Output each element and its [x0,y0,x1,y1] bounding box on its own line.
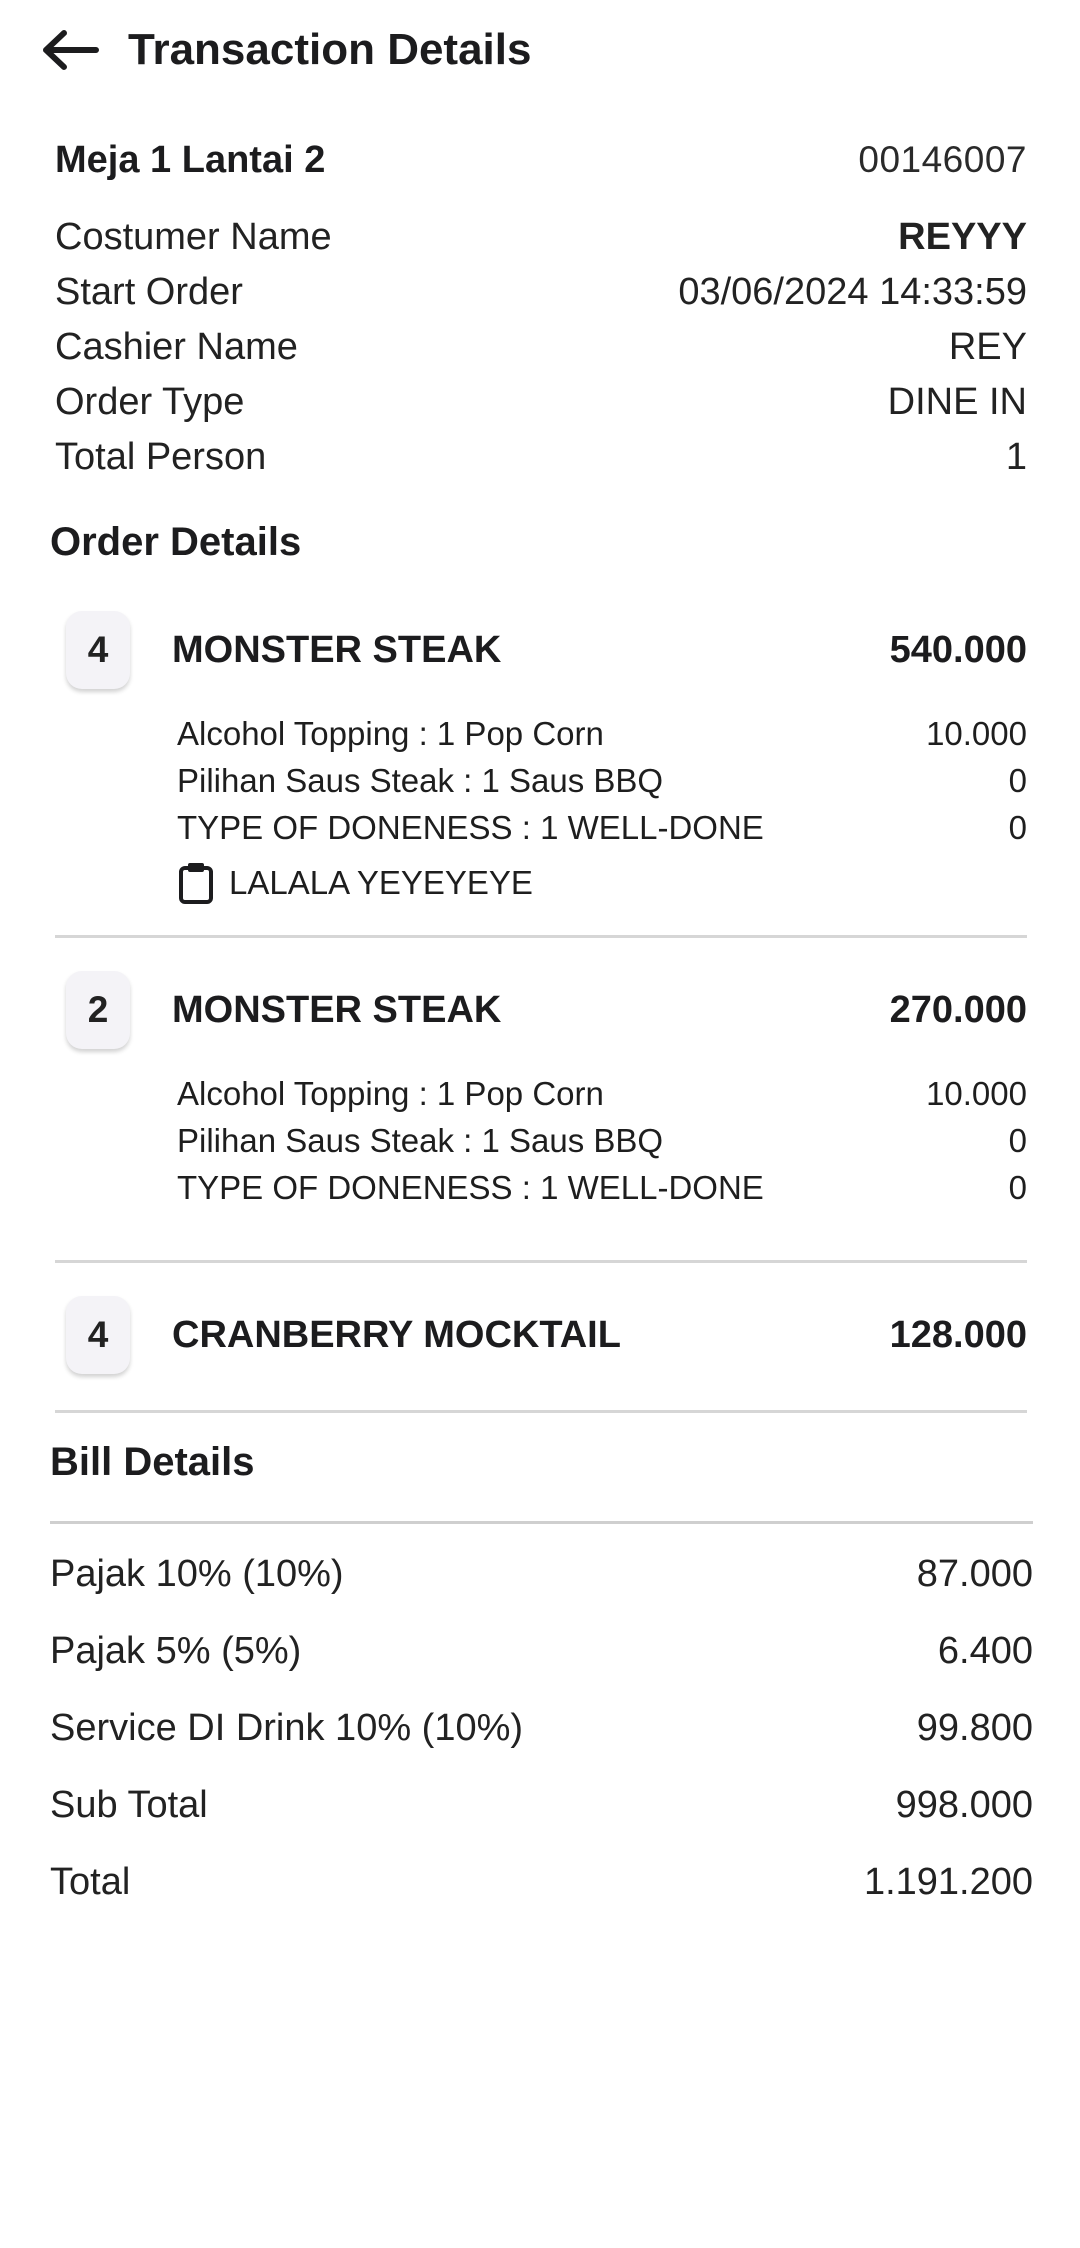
bill-value: 87.000 [916,1553,1033,1595]
start-order-value: 03/06/2024 14:33:59 [678,271,1027,313]
app-header [0,0,1080,100]
note-text: LALALA YEYEYEYE [229,864,533,901]
modifier-row [177,1070,1027,1117]
info-label: Cashier Name [55,326,298,368]
arrow-left-icon [42,30,100,70]
bill-label: Total [50,1861,131,1903]
bill-label: Pajak 5% (5%) [50,1630,302,1672]
bill-row-total [50,1844,1033,1921]
info-label: Order Type [55,381,245,423]
modifier-label: TYPE OF DONENESS : 1 WELL-DONE [177,1168,764,1206]
order-details-title: Order Details [50,520,302,564]
modifier-label: Alcohol Topping : 1 Pop Corn [177,714,604,752]
clipboard-icon [177,861,215,905]
item-name: MONSTER STEAK [172,628,502,671]
order-type-value: DINE IN [887,381,1027,423]
item-price: 270.000 [889,988,1027,1031]
item-price: 128.000 [889,1313,1027,1356]
modifier-row [177,710,1027,757]
info-row-customer [55,210,1027,265]
modifier-price: 10.000 [926,714,1027,752]
item-name: CRANBERRY MOCKTAIL [172,1313,621,1356]
quantity-badge: 2 [66,971,130,1049]
info-row-cashier [55,320,1027,375]
modifier-row [177,804,1027,851]
bill-row-tax-5 [50,1613,1033,1690]
transaction-info [55,132,1027,485]
modifier-price: 0 [1008,761,1027,799]
bill-value: 998.000 [895,1784,1033,1826]
bill-label: Sub Total [50,1784,208,1826]
page-title: Transaction Details [128,25,532,74]
modifier-label: Pilihan Saus Steak : 1 Saus BBQ [177,1121,664,1159]
item-price: 540.000 [889,628,1027,671]
modifier-list [55,710,1027,851]
modifier-label: Alcohol Topping : 1 Pop Corn [177,1074,604,1112]
bill-label: Service DI Drink 10% (10%) [50,1707,524,1749]
modifier-label: Pilihan Saus Steak : 1 Saus BBQ [177,761,664,799]
back-button[interactable] [38,20,104,80]
item-name: MONSTER STEAK [172,988,502,1031]
modifier-price: 0 [1008,1121,1027,1159]
modifier-price: 0 [1008,808,1027,846]
customer-name-value: REYYY [898,216,1027,258]
divider [50,1521,1033,1524]
order-item[interactable] [55,1263,1027,1413]
info-label: Start Order [55,271,243,313]
item-note [55,855,1027,911]
info-row-start-order [55,265,1027,320]
modifier-price: 10.000 [926,1074,1027,1112]
bill-details-title: Bill Details [50,1440,255,1484]
table-name: Meja 1 Lantai 2 [55,138,326,181]
info-label: Total Person [55,436,267,478]
modifier-row [177,757,1027,804]
bill-row-subtotal [50,1767,1033,1844]
total-person-value: 1 [1005,436,1027,478]
order-list [55,600,1027,1413]
modifier-row [177,1164,1027,1211]
bill-row-tax-10 [50,1536,1033,1613]
quantity-badge: 4 [66,1296,130,1374]
modifier-label: TYPE OF DONENESS : 1 WELL-DONE [177,808,764,846]
bill-label: Pajak 10% (10%) [50,1553,344,1595]
bill-value: 1.191.200 [863,1861,1033,1903]
info-label: Costumer Name [55,216,332,258]
order-number: 00146007 [858,139,1027,180]
bill-row-service [50,1690,1033,1767]
modifier-row [177,1117,1027,1164]
info-row-total-person [55,430,1027,485]
modifier-price: 0 [1008,1168,1027,1206]
order-item[interactable] [55,600,1027,938]
bill-value: 99.800 [916,1707,1033,1749]
cashier-name-value: REY [948,326,1027,368]
order-item[interactable] [55,960,1027,1263]
modifier-list [55,1070,1027,1211]
info-row-order-type [55,375,1027,430]
bill-list [50,1536,1033,1921]
bill-value: 6.400 [937,1630,1033,1672]
quantity-badge: 4 [66,611,130,689]
